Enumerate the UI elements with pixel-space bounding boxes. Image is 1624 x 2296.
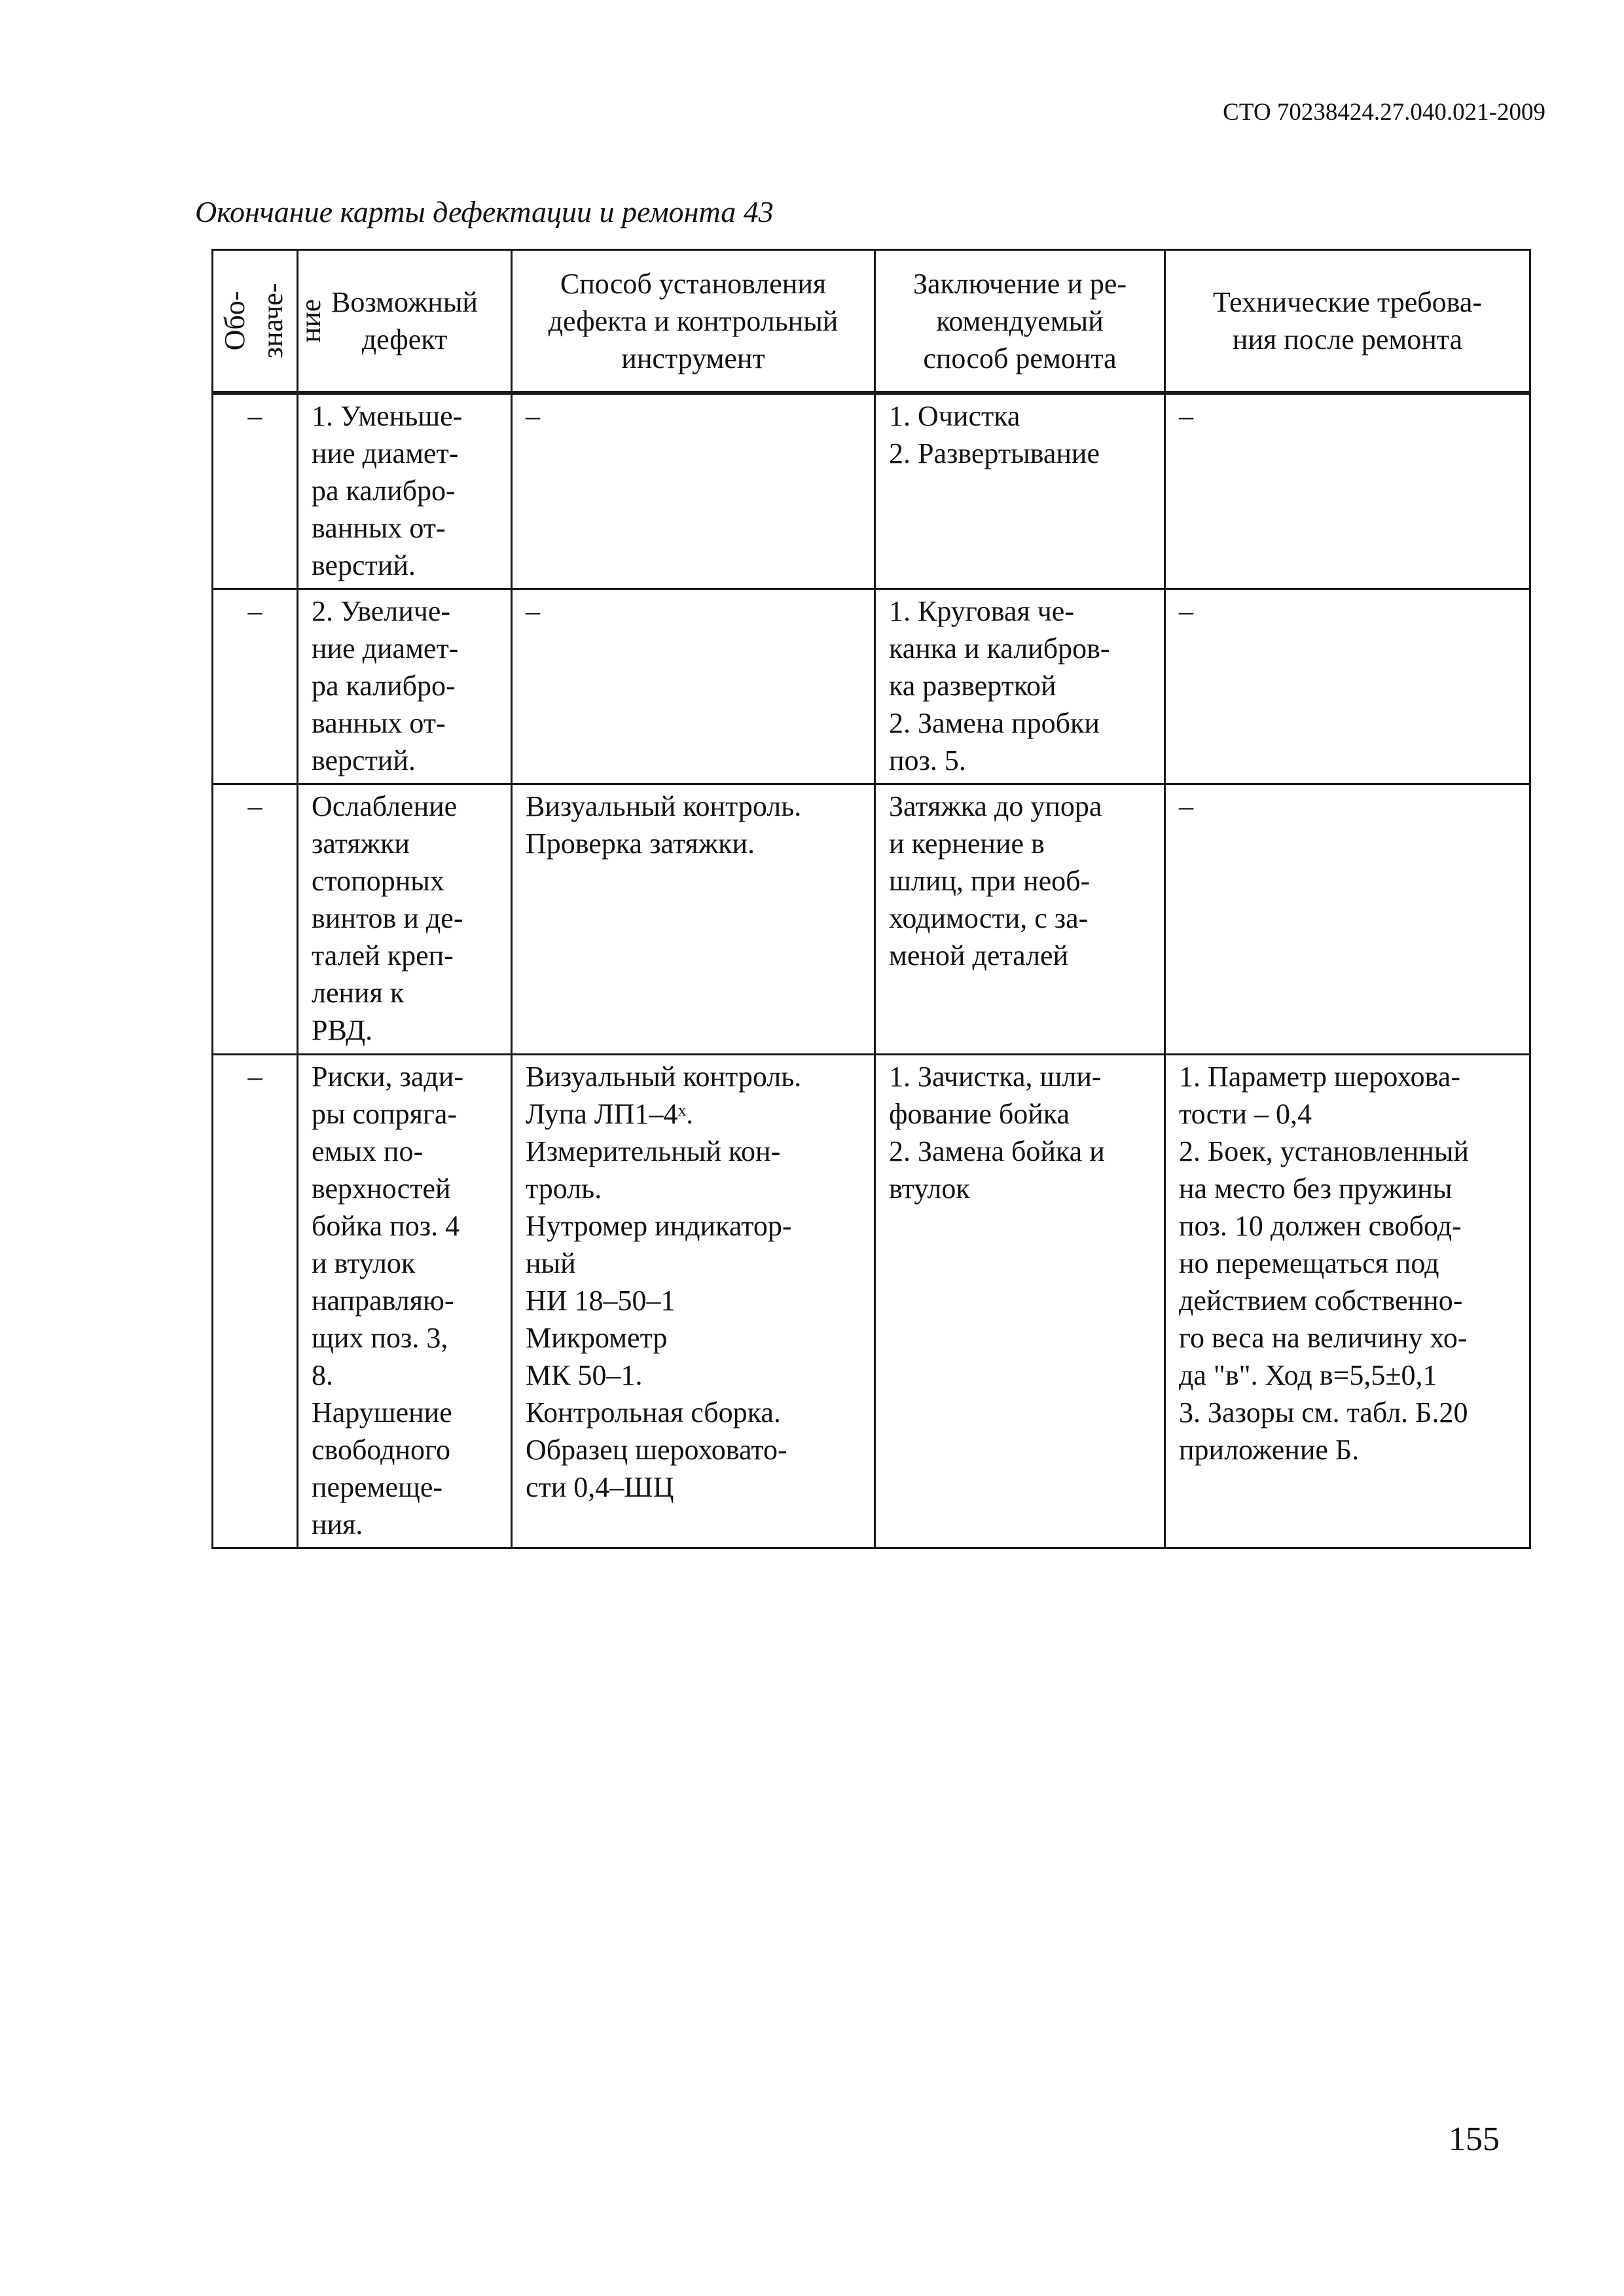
cell-method: Визуальный контроль. Проверка затяжки. <box>512 784 875 1055</box>
header-designation <box>213 250 327 393</box>
cell-requirements: 1. Параметр шерохова- тости – 0,4 2. Боек, установленный на место без пружины поз. 10 должен свобод- но перемещаться под действием собственно- го веса на величину хо- да "в". Ход в=5,5±0,1 3. Зазоры см. табл. Б.20 приложение Б. <box>1165 1055 1530 1548</box>
header-possible-defect: Возможный дефект <box>298 250 512 393</box>
cell-method: – <box>512 589 875 784</box>
header-detection-method: Способ установления дефекта и контрольный инструмент <box>512 250 875 393</box>
cell-defect: 1. Уменьше- ние диамет- ра калибро- ванных от- верстий. <box>298 393 512 589</box>
cell-method: – <box>512 393 875 589</box>
table-row <box>213 1055 1530 1548</box>
cell-conclusion: Затяжка до упора и кернение в шлиц, при необ- ходимости, с за- меной деталей <box>875 784 1165 1055</box>
cell-requirements: – <box>1165 589 1530 784</box>
cell-conclusion: 1. Очистка 2. Развертывание <box>875 393 1165 589</box>
table-row <box>213 589 1530 784</box>
cell-conclusion: 1. Зачистка, шли- фование бойка 2. Замена бойка и втулок <box>875 1055 1165 1548</box>
defect-repair-table <box>211 249 1531 1549</box>
header-technical-requirements: Технические требова- ния после ремонта <box>1165 250 1530 393</box>
cell-designation: – <box>213 1055 298 1548</box>
cell-requirements: – <box>1165 784 1530 1055</box>
cell-method: Визуальный контроль. Лупа ЛП1–4ˣ. Измерительный кон- троль. Нутромер индикатор- ный НИ 18–50–1 Микрометр МК 50–1. Контрольная сборка. Образец шероховато- сти 0,4–ШЦ <box>512 1055 875 1548</box>
table-header-row <box>213 250 1530 393</box>
cell-requirements: – <box>1165 393 1530 589</box>
cell-defect: 2. Увеличе- ние диамет- ра калибро- ванных от- верстий. <box>298 589 512 784</box>
table-row <box>213 784 1530 1055</box>
cell-designation: – <box>213 784 298 1055</box>
document-code: СТО 70238424.27.040.021-2009 <box>1223 99 1545 126</box>
cell-defect: Риски, зади- ры сопряга- емых по- верхностей бойка поз. 4 и втулок направляю- щих поз. 3, 8. Нарушение свободного перемеще- ния. <box>298 1055 512 1548</box>
table-row <box>213 393 1530 589</box>
cell-designation: – <box>213 393 298 589</box>
cell-designation: – <box>213 589 298 784</box>
page-number: 155 <box>1449 2121 1500 2158</box>
table-caption: Окончание карты дефектации и ремонта 43 <box>195 195 774 228</box>
cell-conclusion: 1. Круговая че- канка и калибров- ка разверткой 2. Замена пробки поз. 5. <box>875 589 1165 784</box>
cell-defect: Ослабление затяжки стопорных винтов и де- талей креп- ления к РВД. <box>298 784 512 1055</box>
header-conclusion-repair: Заключение и ре- комендуемый способ ремонта <box>875 250 1165 393</box>
header-designation-text: Обо- значе- ние <box>218 283 327 359</box>
